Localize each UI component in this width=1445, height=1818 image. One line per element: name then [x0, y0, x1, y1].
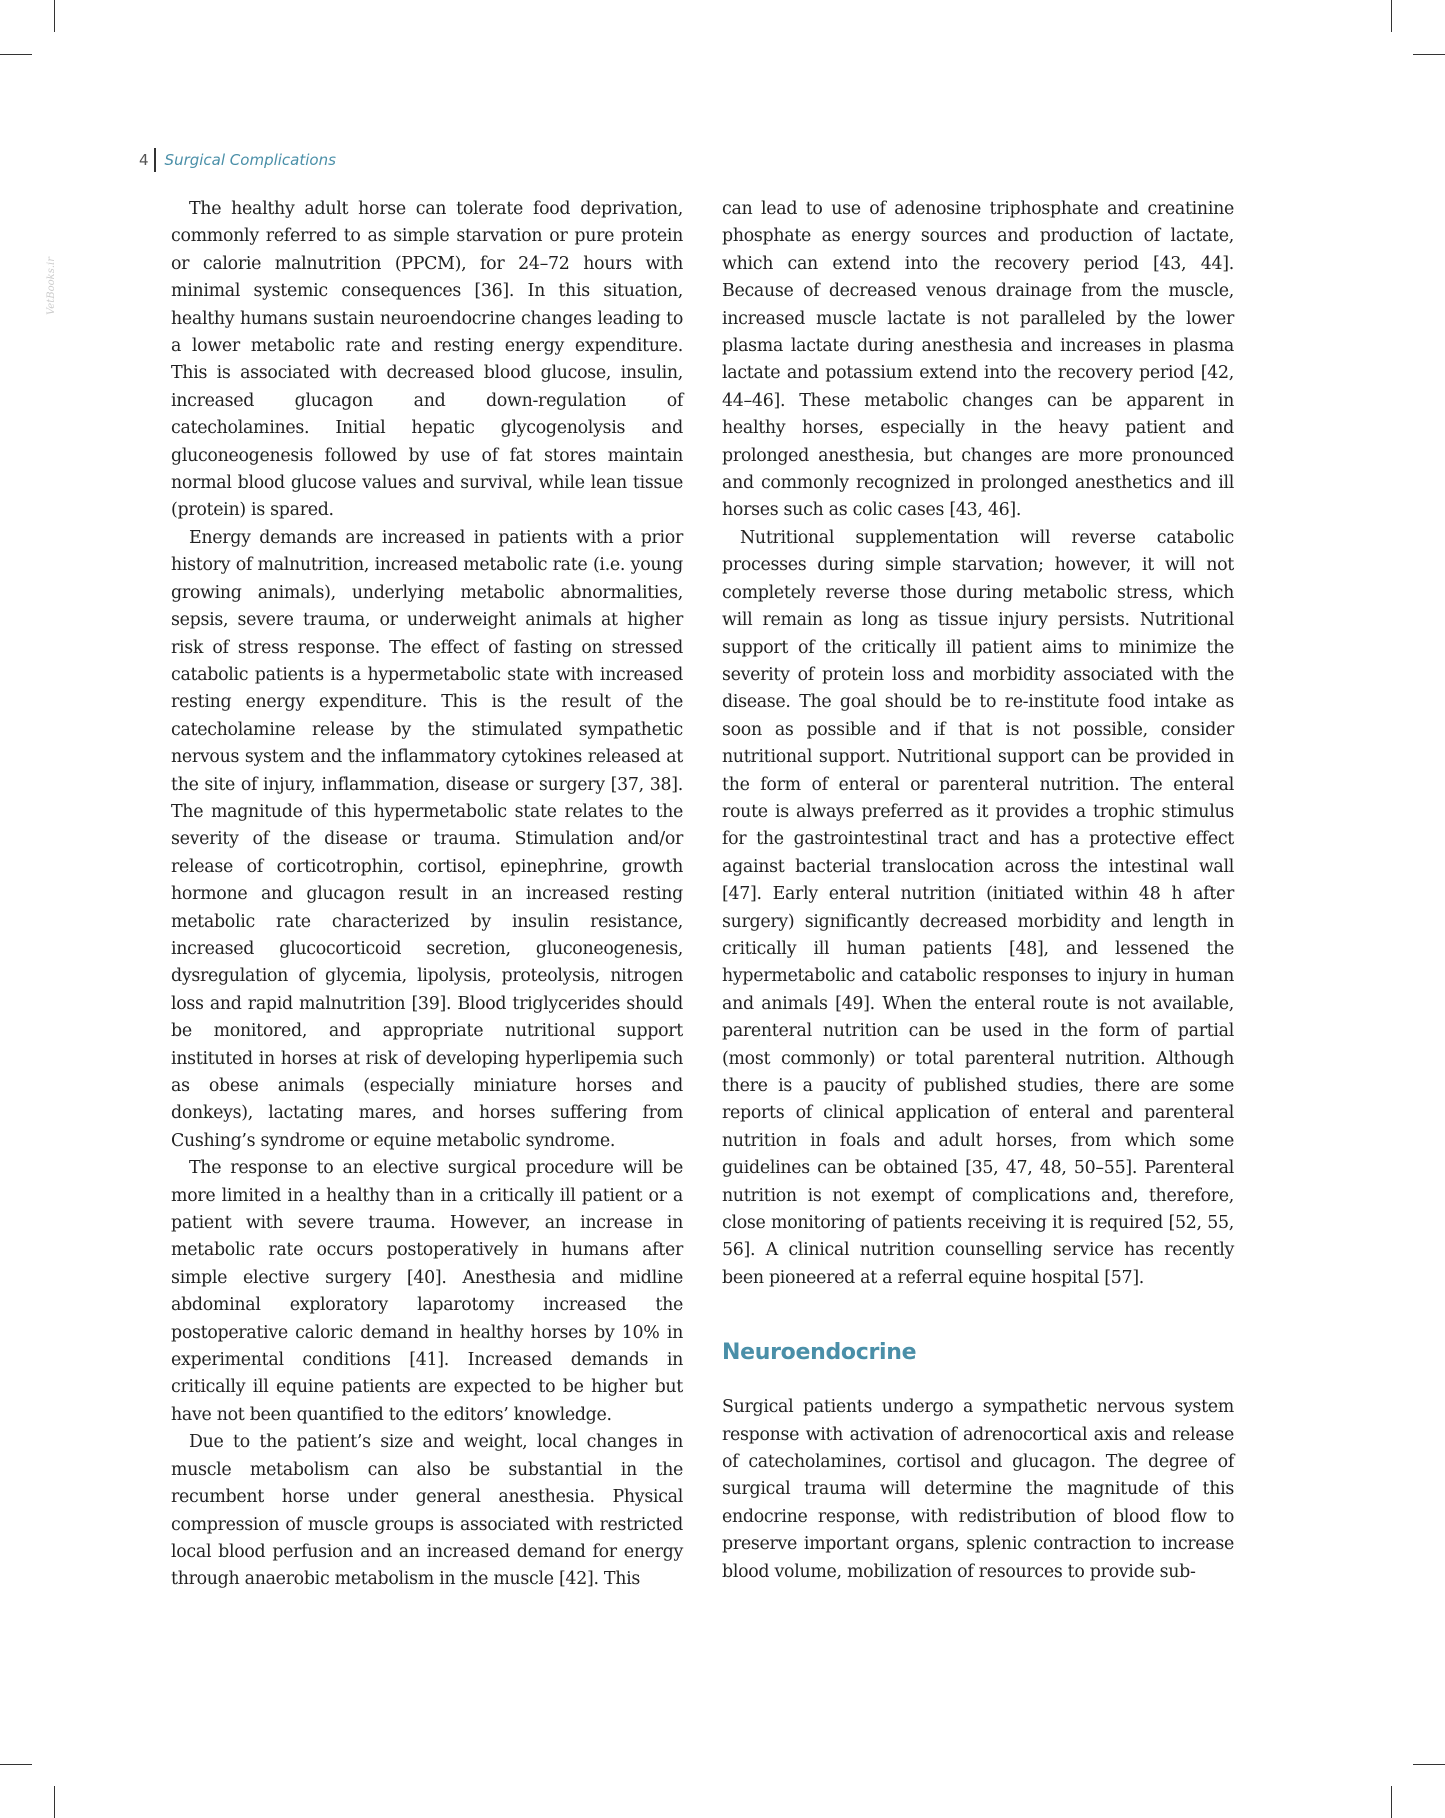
body-paragraph: The response to an elective surgical procedure will be more limited in a healthy than in a critically ill patient or a patient with severe trauma. However, an increase in metabolic rate occurs postoperatively in humans after simple elective surgery [40]. Anesthesia and midline abdominal exploratory laparotomy increased the postoperative caloric demand in healthy horses by 10% in experimental conditions [41]. Increased demands in critically ill equine patients are expected to be higher but have not been quantified to the editors’ knowledge.	[171, 1158, 683, 1425]
running-head	[139, 148, 336, 172]
crop-mark	[1391, 1786, 1392, 1818]
running-title: Surgical Complications	[164, 151, 336, 169]
body-paragraph: Nutritional supplementation will reverse catabolic processes during simple starvation; however, it will not completely reverse those during metabolic stress, which will remain as long as tissue injury persists. Nutritional support of the critically ill patient aims to minimize the severity of protein loss and morbidity associated with the disease. The goal should be to re-institute food intake as soon as possible and if that is not possible, consider nutritional support. Nutritional support can be provided in the form of enteral or parenteral nutrition. The enteral route is always preferred as it provides a trophic stimulus for the gastrointestinal tract and has a protective effect against bacterial translocation across the intestinal wall [47]. Early enteral nutrition (initiated within 48 h after surgery) significantly decreased morbidity and length in critically ill human patients [48], and lessened the hypermetabolic and catabolic responses to injury in human and animals [49]. When the enteral route is not available, parenteral nutrition can be used in the form of partial (most commonly) or total parenteral nutrition. Although there is a paucity of published studies, there are some reports of clinical application of enteral and parenteral nutrition in foals and adult horses, from which some guidelines can be obtained [35, 47, 48, 50–55]. Parenteral nutrition is not exempt of complications and, therefore, close monitoring of patients receiving it is required [52, 55, 56]. A clinical nutrition counselling service has recently been pioneered at a referral equine hospital [57].	[722, 527, 1234, 1288]
header-divider	[154, 148, 156, 172]
crop-mark	[0, 1764, 32, 1765]
crop-mark	[54, 0, 55, 32]
crop-mark	[0, 54, 32, 55]
crop-mark	[1413, 1764, 1445, 1765]
section-heading: Neuroendocrine	[722, 1340, 917, 1366]
right-column	[722, 196, 1234, 1586]
page-number: 4	[139, 151, 149, 169]
crop-mark	[54, 1786, 55, 1818]
body-paragraph: Due to the patient’s size and weight, local changes in muscle metabolism can also be substantial in the recumbent horse under general anesthesia. Physical compression of muscle groups is associated with restricted local blood perfusion and an increased demand for energy through anaerobic metabolism in the muscle [42]. This	[171, 1432, 683, 1590]
body-paragraph: The healthy adult horse can tolerate food deprivation, commonly referred to as simple starvation or pure protein or calorie malnutrition (PPCM), for 24–72 hours with minimal systemic consequences [36]. In this situation, healthy humans sustain neuroendocrine changes leading to a lower metabolic rate and resting energy expenditure. This is associated with decreased blood glucose, insulin, increased glucagon and down-regulation of catecholamines. Initial hepatic glycogenolysis and gluconeogenesis followed by use of fat stores maintain normal blood glucose values and survival, while lean tissue (protein) is spared.	[171, 199, 683, 521]
left-column	[171, 196, 683, 1594]
body-paragraph: Energy demands are increased in patients with a prior history of malnutrition, increased metabolic rate (i.e. young growing animals), underlying metabolic abnormalities, sepsis, severe trauma, or underweight animals at higher risk of stress response. The effect of fasting on stressed catabolic patients is a hypermetabolic state with increased resting energy expenditure. This is the result of the catecholamine release by the stimulated sympathetic nervous system and the inflammatory cytokines released at the site of injury, inflammation, disease or surgery [37, 38]. The magnitude of this hypermetabolic state relates to the severity of the disease or trauma. Stimulation and/or release of corticotrophin, cortisol, epinephrine, growth hormone and glucagon result in an increased resting metabolic rate characterized by insulin resistance, increased glucocorticoid secretion, gluconeogenesis, dysregulation of glycemia, lipolysis, proteolysis, nitrogen loss and rapid malnutrition [39]. Blood triglycerides should be monitored, and appropriate nutritional support instituted in horses at risk of developing hyperlipemia such as obese animals (especially miniature horses and donkeys), lactating mares, and horses suffering from Cushing’s syndrome or equine metabolic syndrome.	[171, 527, 683, 1151]
body-paragraph: Surgical patients undergo a sympathetic nervous system response with activation of adrenocortical axis and release of catecholamines, cortisol and glucagon. The degree of surgical trauma will determine the magnitude of this endocrine response, with redistribution of blood flow to preserve important organs, splenic contraction to increase blood volume, mobilization of resources to provide sub-	[722, 1397, 1234, 1582]
watermark: VetBooks.ir	[46, 257, 57, 315]
crop-mark	[1413, 54, 1445, 55]
crop-mark	[1391, 0, 1392, 32]
body-paragraph: can lead to use of adenosine triphosphate and creatinine phosphate as energy sources and production of lactate, which can extend into the recovery period [43, 44]. Because of decreased venous drainage from the muscle, increased muscle lactate is not paralleled by the lower plasma lactate during anesthesia and increases in plasma lactate and potassium extend into the recovery period [42, 44–46]. These metabolic changes can be apparent in healthy horses, especially in the heavy patient and prolonged anesthesia, but changes are more pronounced and commonly recognized in prolonged anesthetics and ill horses such as colic cases [43, 46].	[722, 199, 1234, 521]
